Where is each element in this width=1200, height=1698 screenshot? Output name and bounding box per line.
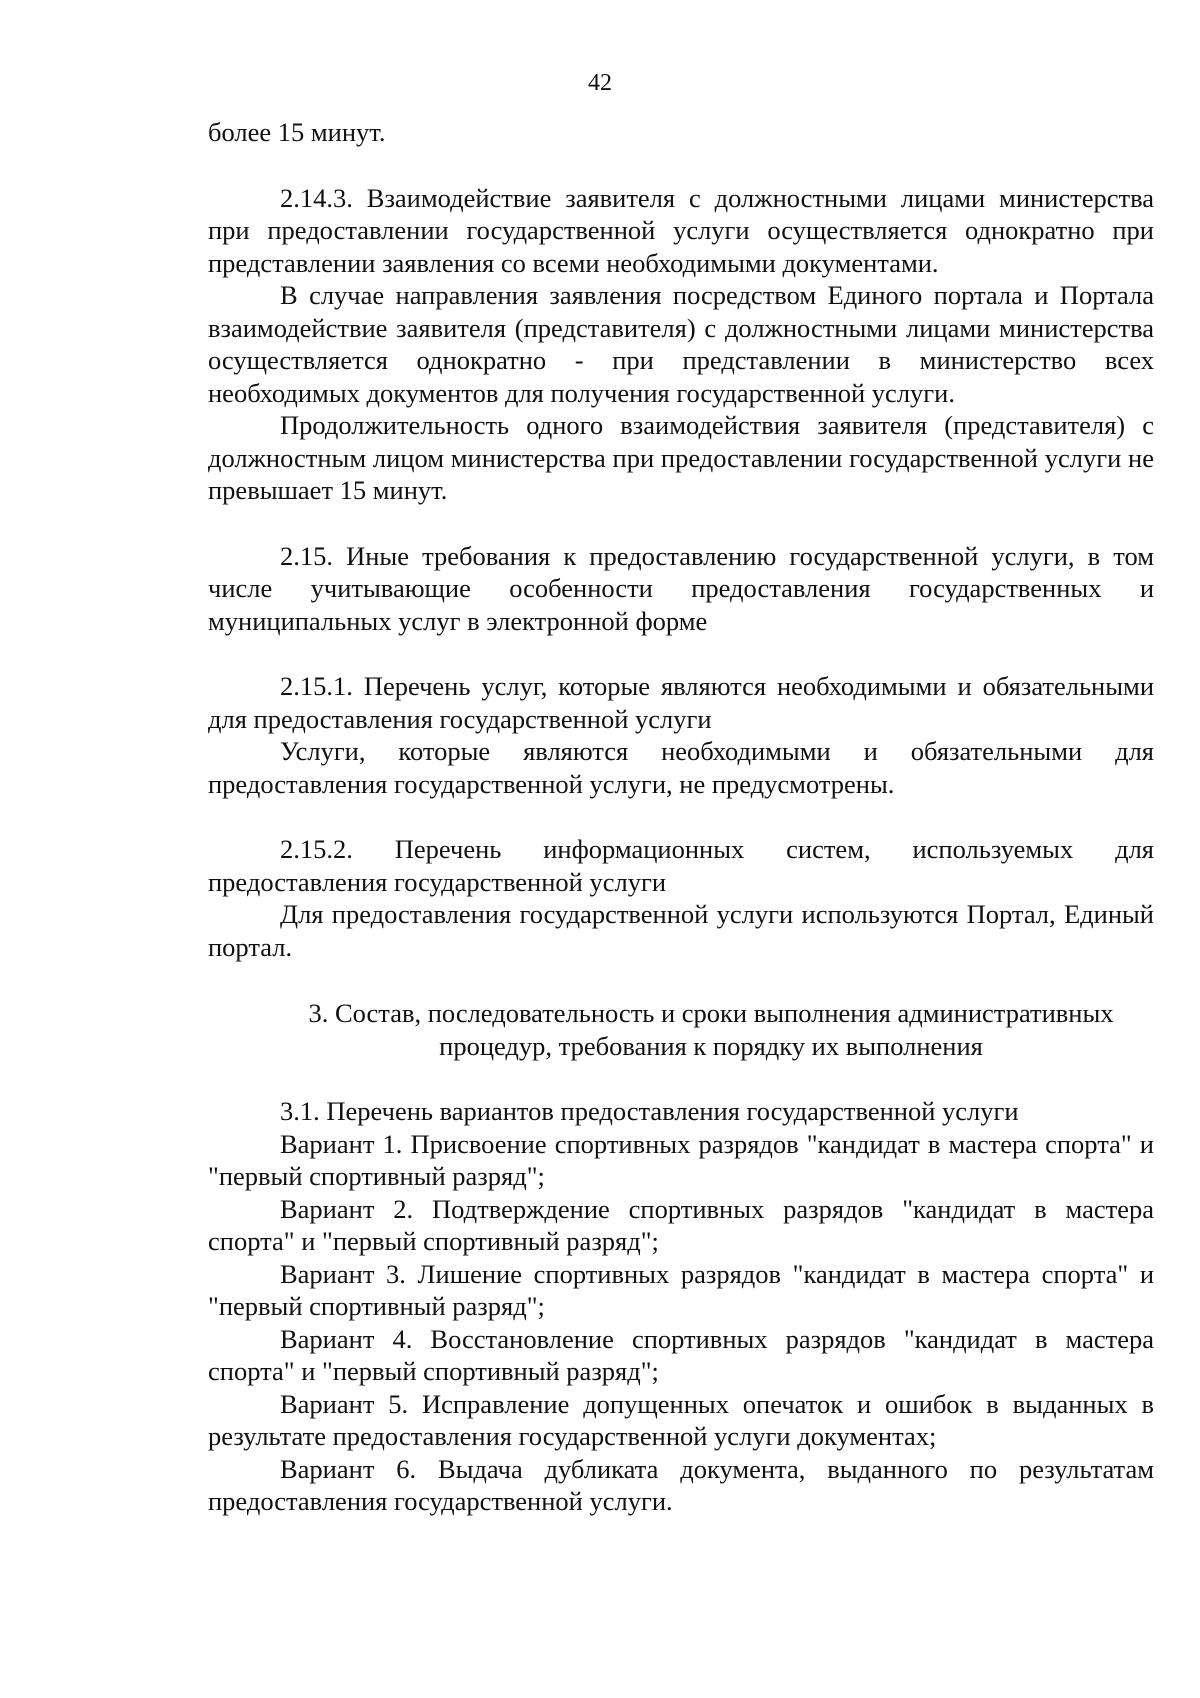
variant-5: Вариант 5. Исправление допущенных опечаток и ошибок в выданных в результате предоставления государственной услуги документах; (208, 1388, 1154, 1451)
page-number: 42 (588, 70, 612, 96)
paragraph-continuation: более 15 минут. (208, 117, 386, 147)
paragraph-2-15-1: 2.15.1. Перечень услуг, которые являются необходимыми и обязательными для предоставления государственной услуги (208, 671, 1154, 734)
paragraph-2-14-3: 2.14.3. Взаимодействие заявителя с должностными лицами министерства при предоставлении государственной услуги осуществляется однократно при представлении заявления со всеми необходимыми документами. (208, 182, 1154, 278)
paragraph-portal-interaction: В случае направления заявления посредством Единого портала и Портала взаимодействие заявителя (представителя) с должностными лицами министерства осуществляется однократно - при представлении в министерство всех необходимых документов для получения государственной услуги. (208, 280, 1154, 408)
variant-4: Вариант 4. Восстановление спортивных разрядов "кандидат в мастера спорта" и "первый спортивный разряд"; (208, 1323, 1154, 1386)
paragraph-interaction-duration: Продолжительность одного взаимодействия заявителя (представителя) с должностным лицом министерства при предоставлении государственной услуги не превышает 15 минут. (208, 410, 1154, 505)
variant-3: Вариант 3. Лишение спортивных разрядов "кандидат в мастера спорта" и "первый спортивный разряд"; (208, 1258, 1154, 1321)
variant-1: Вариант 1. Присвоение спортивных разрядов "кандидат в мастера спорта" и "первый спортивный разряд"; (208, 1128, 1154, 1191)
paragraph-information-systems: Для предоставления государственной услуги используются Портал, Единый портал. (208, 899, 1154, 962)
variant-2: Вариант 2. Подтверждение спортивных разрядов "кандидат в мастера спорта" и "первый спортивный разряд"; (208, 1193, 1154, 1256)
section-heading (208, 997, 1154, 1062)
section-heading-line-1: 3. Состав, последовательность и сроки выполнения административных (308, 998, 1114, 1028)
paragraph-2-15: 2.15. Иные требования к предоставлению государственной услуги, в том числе учитывающие особенности предоставления государственных и муниципальных услуг в электронной форме (208, 540, 1154, 636)
section-heading-line-2: процедур, требования к порядку их выполнения (439, 1030, 983, 1061)
paragraph-3-1: 3.1. Перечень вариантов предоставления государственной услуги (280, 1096, 1019, 1126)
variant-6: Вариант 6. Выдача дубликата документа, выданного по результатам предоставления государственной услуги. (208, 1453, 1154, 1516)
paragraph-2-15-2: 2.15.2. Перечень информационных систем, используемых для предоставления государственной услуги (208, 834, 1154, 897)
paragraph-services-not-provided: Услуги, которые являются необходимыми и обязательными для предоставления государственной услуги, не предусмотрены. (208, 736, 1154, 799)
document-body (208, 116, 1154, 1518)
